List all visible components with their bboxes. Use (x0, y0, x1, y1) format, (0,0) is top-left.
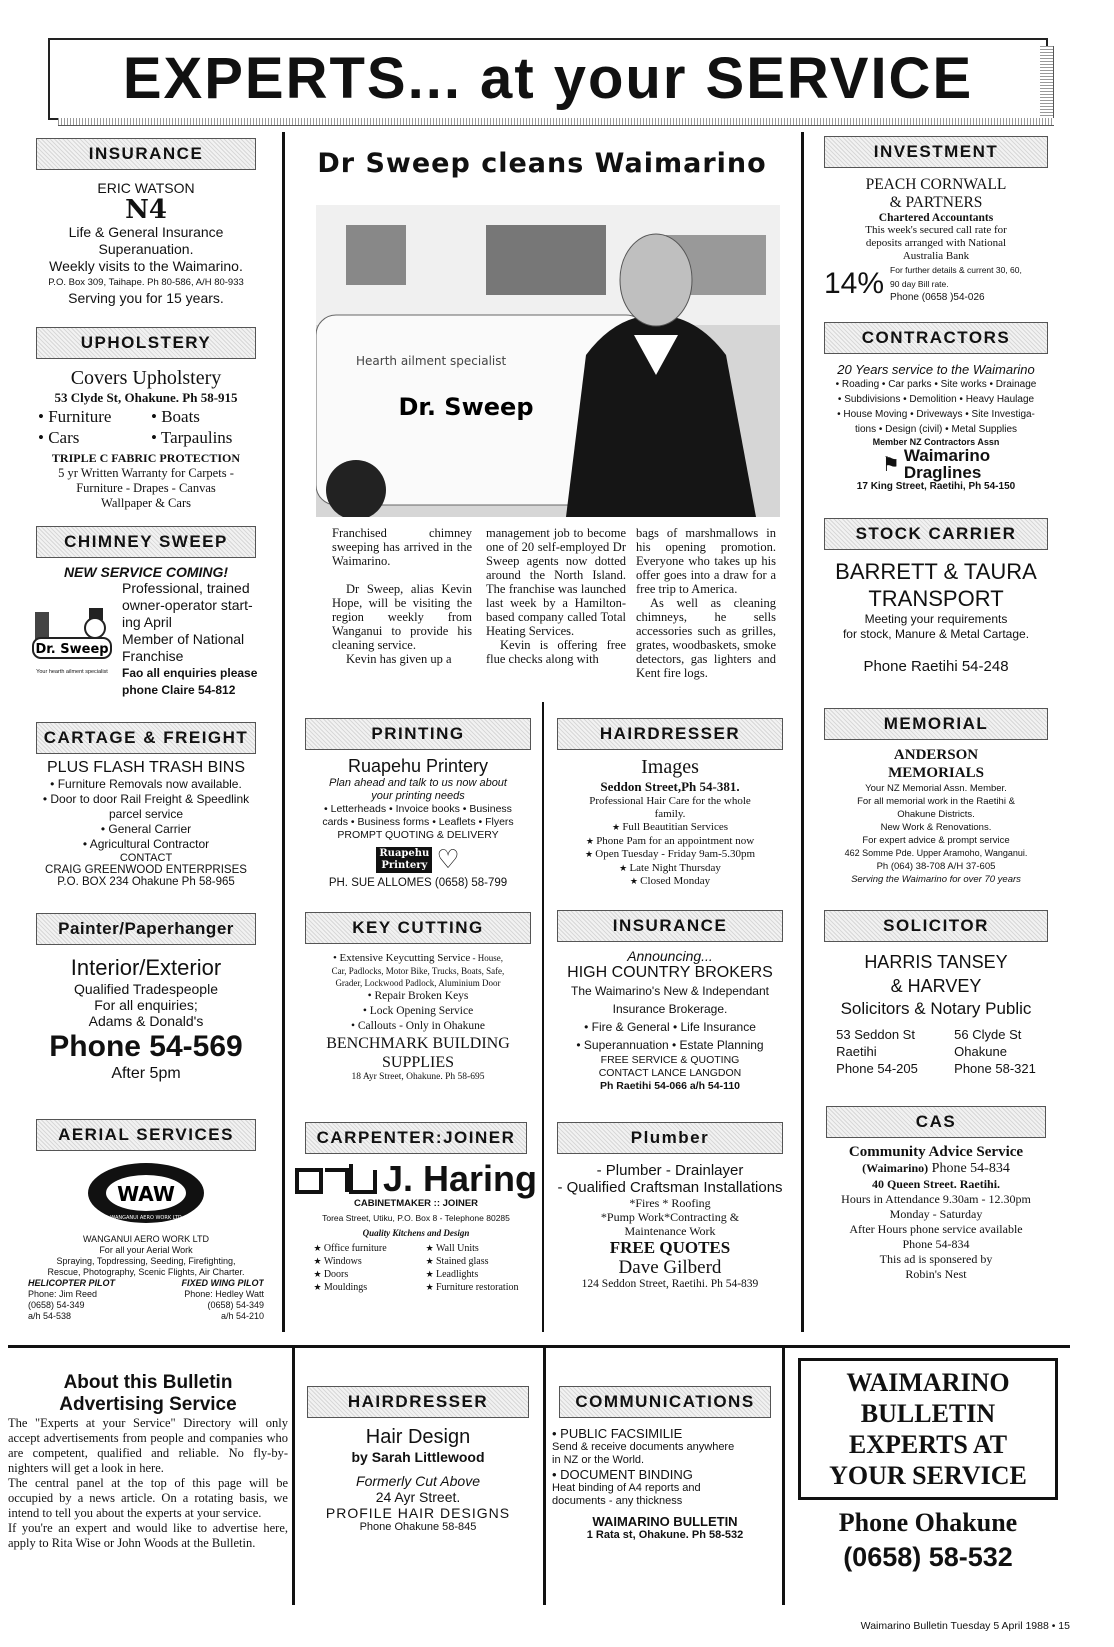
about-title: Advertising Service (59, 1394, 237, 1415)
section-heading: Plumber (557, 1122, 783, 1154)
logo-tagline: Your hearth ailment specialist (36, 669, 108, 675)
business-name: HIGH COUNTRY BROKERS (567, 964, 773, 981)
painter-phone: Phone 54-569 (49, 1030, 243, 1063)
cas-line: This ad is sponsered by (879, 1252, 993, 1266)
service-line: Serving you for 15 years. (68, 290, 224, 306)
plumber-line: *Fires * Roofing (629, 1196, 711, 1210)
draglines-logo: Waimarino Draglines (903, 446, 991, 482)
column-rule (782, 1345, 785, 1605)
warranty-line: Wallpaper & Cars (101, 496, 191, 510)
article-paragraph: bags of marshmallows in his opening promotion. Everyone who takes up his offer goes into a draw for a free trip to America. (636, 526, 776, 596)
column-rule (282, 132, 285, 1332)
carpenter-item: ★ Furniture restoration (426, 1281, 519, 1294)
service-line: Weekly visits to the Waimarino. (49, 258, 243, 274)
painter-ad (28, 913, 264, 1103)
section-rule (8, 1345, 296, 1348)
bulletin-ad (792, 1358, 1064, 1598)
desc: family. (654, 808, 686, 820)
section-heading: MEMORIAL (824, 708, 1048, 740)
section-heading: UPHOLSTERY (36, 327, 256, 359)
pilot-ah: a/h 54-210 (220, 1311, 264, 1321)
section-heading: KEY CUTTING (305, 912, 531, 944)
stock-phone: Phone Raetihi 54-248 (863, 658, 1009, 675)
cas-sub: (Waimarino) Phone 54-834 (862, 1161, 1010, 1176)
plumber-line: *Pump Work*Contracting & (600, 1210, 740, 1224)
cas-line: After Hours phone service available (849, 1222, 1023, 1236)
key-item: • Lock Opening Service (362, 1005, 474, 1017)
plumber-line: Maintenance Work (624, 1224, 716, 1238)
carpenter-item: ★ Windows (314, 1255, 387, 1268)
article-paragraph: Dr Sweep, alias Kevin Hope, will be visiting the region weekly from Wanganui to provide his cleaning service. (332, 582, 472, 652)
upholstery-item: • Boats (151, 407, 200, 426)
memorial-line: For all memorial work in the Raetihi & (857, 796, 1015, 807)
key-item: • Repair Broken Keys (367, 990, 469, 1002)
chimney-text: Member of National (122, 631, 245, 647)
dr-sweep-logo (29, 604, 115, 664)
cas-line: Monday - Saturday (889, 1207, 983, 1221)
memorial-line: Ohakune Districts. (897, 809, 975, 820)
business-name: HARRIS TANSEY (864, 952, 1008, 972)
cas-ad (812, 1106, 1060, 1334)
aerial-line: For all your Aerial Work (99, 1245, 193, 1255)
address: Seddon Street,Ph 54-381. (600, 779, 740, 794)
article-photo (316, 205, 780, 517)
business-name: TRANSPORT (868, 586, 1004, 611)
section-heading: INSURANCE (36, 138, 256, 170)
printing-ad (300, 718, 536, 910)
cartage-item: • General Carrier (100, 822, 192, 836)
sub-heading: Chartered Accountants (878, 212, 994, 224)
hair-service: ★ Open Tuesday - Friday 9am-5.30pm (552, 848, 788, 862)
printing-line: Plan ahead and talk to us now about (329, 777, 507, 789)
address: P.O. Box 309, Taihape. Ph 80-586, A/H 80-933 (48, 277, 244, 288)
business-name: WAIMARINO BULLETIN (592, 1514, 738, 1529)
memorial-line: New Work & Renovations. (880, 822, 992, 833)
hairdresser-images-ad (552, 718, 788, 902)
insurance-line: Insurance Brokerage. (612, 1002, 728, 1016)
bulletin-phone: Phone Ohakune (838, 1508, 1018, 1537)
contractors-ad (818, 322, 1054, 518)
solicitor-ad (818, 910, 1054, 1100)
carpenter-item: ★ Stained glass (426, 1255, 519, 1268)
hair-design-ad (300, 1386, 536, 1596)
investment-line: This week's secured call rate for (865, 224, 1007, 236)
aerial-ad (28, 1119, 264, 1339)
contractors-title: 20 Years service to the Waimarino (837, 362, 1035, 377)
investment-ad (818, 136, 1054, 318)
article-paragraph: Kevin has given up a (346, 652, 452, 666)
business-name: BARRETT & TAURA (835, 559, 1037, 584)
printing-phone: PH. SUE ALLOMES (0658) 58-799 (328, 877, 508, 889)
about-body: If you're an expert and would like to advertise here, apply to Rita Wise or John Woods at the Bulletin. (8, 1521, 288, 1550)
section-rule (296, 1345, 808, 1348)
address: 1 Rata st, Ohakune. Ph 58-532 (586, 1529, 744, 1541)
business-name: Dave Gilberd (618, 1257, 722, 1278)
insurance-line: Ph Raetihi 54-066 a/h 54-110 (599, 1080, 741, 1092)
painter-title: Interior/Exterior (70, 955, 222, 980)
announcing: Announcing... (627, 948, 713, 964)
address: 17 King Street, Raetihi, Ph 54-150 (856, 481, 1016, 492)
chimney-text: Franchise (122, 648, 184, 664)
cas-line: Phone 54-834 (902, 1237, 970, 1251)
photo-illustration (316, 205, 780, 517)
bulletin-box (798, 1358, 1058, 1500)
painter-line: Qualified Tradespeople (74, 981, 218, 997)
section-heading: Painter/Paperhanger (36, 913, 256, 945)
comms-line: • PUBLIC FACSIMILIE (552, 1426, 683, 1441)
column-rule (543, 1345, 546, 1605)
quality: Quality Kitchens and Design (362, 1228, 470, 1238)
member: Member NZ Contractors Assn (872, 437, 1000, 447)
comms-line: Send & receive documents anywhere (552, 1441, 735, 1453)
cartage-item: • Door to door Rail Freight & Speedlink parcel service (42, 792, 250, 821)
n4-logo: N4 (125, 195, 167, 225)
carpenter-ad (294, 1122, 538, 1332)
printing-line: cards • Business forms • Leaflets • Flyers (322, 816, 514, 828)
plumber-ad (552, 1122, 788, 1332)
flag-icon: ⚑ (881, 453, 900, 476)
office-line: Raetihi (836, 1044, 877, 1059)
hair-service: ★ Full Beautitian Services (552, 821, 788, 835)
business-name: & HARVEY (890, 976, 982, 996)
warranty-line: Furniture - Drapes - Canvas (76, 481, 216, 495)
business-name: Community Advice Service (848, 1144, 1024, 1160)
section-heading: PRINTING (305, 718, 531, 750)
bulletin-phone: (0658) 58-532 (843, 1542, 1013, 1572)
key-line: Grader, Lockwood Padlock, Aluminium Door (335, 978, 501, 988)
comms-line: in NZ or the World. (552, 1454, 645, 1466)
address: 53 Clyde St, Ohakune. Ph 58-915 (54, 390, 238, 405)
plumber-line: - Qualified Craftsman Installations (557, 1179, 783, 1196)
article-column (486, 526, 626, 666)
section-heading: INSURANCE (557, 910, 783, 942)
contractors-line: tions • Design (civil) • Metal Supplies (854, 424, 1018, 435)
carpenter-item: ★ Doors (314, 1268, 387, 1281)
waw-logo-text: WAW (117, 1182, 175, 1206)
section-heading: SOLICITOR (824, 910, 1048, 942)
upholstery-ad (28, 327, 264, 517)
painter-after: After 5pm (111, 1065, 181, 1082)
contractors-line: • House Moving • Driveways • Site Investiga- (837, 409, 1035, 420)
insurance-line: • Fire & General • Life Insurance (584, 1020, 756, 1034)
aerial-line: Spraying, Topdressing, Seeding, Firefighting, (56, 1256, 236, 1266)
business-name: BENCHMARK BUILDING (326, 1035, 510, 1052)
investment-line: deposits arranged with National (865, 237, 1007, 249)
aerial-company: WANGANUI AERO WORK LTD (82, 1234, 209, 1244)
column-rule (542, 702, 544, 1332)
key-line: • Extensive Keycutting Service - House, (332, 952, 504, 964)
key-line: Car, Padlocks, Motor Bike, Trucks, Boats, Safe, (331, 966, 505, 976)
address: Torea Street, Utiku, P.O. Box 8 - Telephone 80285 (322, 1213, 510, 1223)
comms-line: Heat binding of A4 reports and (552, 1482, 701, 1494)
key-cutting-ad (300, 912, 536, 1102)
fixed-wing-pilot: FIXED WING PILOT (181, 1278, 264, 1288)
page-title: EXPERTS... at your SERVICE (48, 38, 1048, 120)
printing-line: • Letterheads • Invoice books • Business (324, 803, 512, 815)
rate-line: For further details & current 30, 60, (890, 265, 1022, 275)
insurance-line: FREE SERVICE & QUOTING (600, 1054, 740, 1066)
warranty-line: 5 yr Written Warranty for Carpets - (58, 466, 234, 480)
address: 24 Ayr Street. (375, 1489, 461, 1505)
business-name: SUPPLIES (381, 1054, 455, 1071)
section-heading: INVESTMENT (824, 136, 1048, 168)
ruapehu-logo: Ruapehu Printery (376, 847, 432, 873)
article-paragraph: Kevin is offering free flue checks along with (486, 638, 626, 666)
chimney-text: ing April (122, 614, 172, 630)
upholstery-item: • Furniture (38, 407, 112, 426)
comms-line: • DOCUMENT BINDING (552, 1467, 693, 1482)
office-line: 53 Seddon St (836, 1027, 915, 1042)
article-paragraph: Franchised chimney sweeping has arrived in the Waimarino. (332, 526, 472, 568)
pilot-number: (0658) 54-349 (28, 1300, 85, 1310)
helicopter-pilot: HELICOPTER PILOT (28, 1278, 116, 1288)
haring-logo-mark (295, 1162, 377, 1196)
office-line: Phone 54-205 (836, 1061, 918, 1076)
sub-heading: Solicitors & Notary Public (840, 999, 1032, 1018)
cartage-item: • Furniture Removals now available. (50, 777, 242, 791)
chimney-text: Professional, trained (122, 580, 250, 596)
po-box: P.O. BOX 234 Ohakune Ph 58-965 (57, 876, 235, 888)
bulletin-line: EXPERTS AT (848, 1430, 1008, 1459)
printing-line: your printing needs (371, 790, 465, 802)
carpenter-item: ★ Leadlights (426, 1268, 519, 1281)
carpenter-item: ★ Office furniture (314, 1242, 387, 1255)
article-headline: Dr Sweep cleans Waimarino (317, 148, 767, 179)
aerial-line: Rescue, Photography, Scenic Flights, Air Charter. (47, 1267, 245, 1277)
painter-line: Adams & Donald's (88, 1013, 204, 1029)
memorial-line: For expert advice & prompt service (862, 835, 1010, 846)
formerly: Formerly Cut Above (356, 1473, 480, 1489)
business-name: & PARTNERS (889, 194, 983, 211)
page-footer: Waimarino Bulletin Tuesday 5 April 1988 • 15 (860, 1620, 1070, 1632)
article-column (636, 526, 776, 680)
stock-line: for stock, Manure & Metal Cartage. (842, 627, 1030, 641)
contractors-line: • Subdivisions • Demolition • Heavy Haulage (837, 394, 1035, 405)
memorial-line: Ph (064) 38-708 A/H 37-605 (876, 861, 996, 872)
section-heading: CARTAGE & FREIGHT (36, 722, 256, 754)
section-heading: CHIMNEY SWEEP (36, 526, 256, 558)
bulletin-line: YOUR SERVICE (829, 1461, 1027, 1490)
address: 40 Queen Street. Raetihi. (871, 1177, 1001, 1191)
plumber-line: - Plumber - Drainlayer (596, 1162, 744, 1179)
section-heading: CARPENTER:JOINER (305, 1122, 527, 1154)
pilot-phone: Phone: Jim Reed (28, 1289, 98, 1299)
cartage-ad (28, 722, 264, 910)
free-quotes: FREE QUOTES (609, 1238, 731, 1257)
van-logo-text: Dr. Sweep (398, 393, 534, 421)
pilot-ah: a/h 54-538 (28, 1311, 72, 1321)
title-shadow (1040, 46, 1054, 122)
new-service: NEW SERVICE COMING! (63, 564, 229, 580)
insurance-line: CONTACT LANCE LANGDON (598, 1067, 742, 1079)
about-title: About this Bulletin (63, 1372, 233, 1393)
dr-sweep-logo-text: Dr. Sweep (35, 642, 109, 657)
service-line: Life & General Insurance (68, 224, 224, 240)
upholstery-item: • Cars (38, 428, 80, 447)
bulletin-line: BULLETIN (860, 1399, 996, 1428)
address: 124 Seddon Street, Raetihi. Ph 54-839 (581, 1278, 759, 1290)
van-side-text: Hearth ailment specialist (356, 354, 507, 368)
memorial-line: 462 Somme Pde. Upper Aramoho, Wanganui. (844, 848, 1028, 858)
pilot-number: (0658) 54-349 (207, 1300, 264, 1310)
key-item: • Callouts - Only in Ohakune (350, 1020, 486, 1032)
memorial-ad (818, 708, 1054, 904)
insurance-line: • Superannuation • Estate Planning (576, 1038, 764, 1052)
column-rule (292, 1345, 295, 1605)
memorial-line: Your NZ Memorial Assn. Member. (865, 783, 1007, 794)
printing-line: PROMPT QUOTING & DELIVERY (337, 829, 499, 841)
section-heading: HAIRDRESSER (557, 718, 783, 750)
waw-logo (84, 1159, 208, 1229)
rate: 14% (824, 267, 885, 300)
hair-phone: Phone Ohakune 58-845 (359, 1521, 477, 1533)
protection: TRIPLE C FABRIC PROTECTION (51, 451, 241, 465)
business-name: Hair Design (365, 1426, 471, 1448)
communications-ad (552, 1386, 778, 1596)
section-heading: CONTRACTORS (824, 322, 1048, 354)
business-name: ANDERSON (893, 747, 979, 763)
article-paragraph: As well as cleaning chimneys, he sells accessories such as grilles, grates, woodbaskets, smoke detectors, gas lighters and Kent fire logs. (636, 596, 776, 680)
service-line: Superanuation. (98, 241, 194, 257)
insurance-brokers-ad (552, 910, 788, 1100)
article-paragraph: management job to become one of 20 self-employed Dr Sweep agents now dotted around the North Island. The franchise was launched last week by a Hamilton-based company called Total Heating Services. (486, 526, 626, 638)
hair-service: ★ Phone Pam for an appointment now (552, 835, 788, 849)
enquiries: Fao all enquiries please (122, 666, 258, 680)
business-name: Covers Upholstery (70, 367, 222, 389)
desc: Professional Hair Care for the whole (589, 795, 751, 807)
stock-line: Meeting your requirements (864, 612, 1008, 626)
contact-label: CONTACT (119, 852, 173, 864)
insurance-line: The Waimarino's New & Independant (571, 984, 769, 998)
about-body: The central panel at the top of this page will be occupied by a news article. On a rotating basis, we intend to tell you about the experts at your service. (8, 1476, 288, 1520)
cas-line: Robin's Nest (905, 1267, 967, 1281)
business-name: PEACH CORNWALL (865, 176, 1007, 193)
stock-carrier-ad (818, 518, 1054, 698)
hair-service: ★ Closed Monday (552, 875, 788, 889)
hair-service: ★ Late Night Thursday (552, 862, 788, 876)
profile-name: PROFILE HAIR DESIGNS (325, 1505, 511, 1521)
investment-line: Australia Bank (902, 250, 970, 262)
section-heading: AERIAL SERVICES (36, 1119, 256, 1151)
carpenter-item: ★ Mouldings (314, 1281, 387, 1294)
column-rule (801, 132, 804, 1332)
upholstery-item: • Tarpaulins (151, 428, 233, 447)
agent-name: ERIC WATSON (97, 180, 195, 196)
about-bulletin (8, 1372, 288, 1622)
cartage-item: • Agricultural Contractor (82, 837, 210, 851)
enquiries-phone: phone Claire 54-812 (122, 683, 236, 697)
memorial-line: Serving the Waimarino for over 70 years (851, 874, 1021, 885)
office-line: Phone 58-321 (954, 1061, 1036, 1076)
bulletin-line: WAIMARINO (846, 1368, 1010, 1397)
sub-heading: PLUS FLASH TRASH BINS (47, 759, 245, 776)
haring-logo: J. Haring (382, 1158, 538, 1199)
section-heading: CAS (826, 1106, 1046, 1138)
title-shadow (58, 118, 1054, 126)
hair-by: by Sarah Littlewood (351, 1449, 485, 1465)
comms-line: documents - any thickness (552, 1495, 683, 1507)
section-rule (808, 1345, 1070, 1348)
insurance-ad (28, 138, 264, 320)
business-name: Images (641, 756, 699, 778)
rate-line: 90 day Bill rate. (890, 279, 949, 289)
office-line: 56 Clyde St (954, 1027, 1022, 1042)
painter-line: For all enquiries; (94, 997, 198, 1013)
investment-phone: Phone (0658 )54-026 (890, 292, 985, 303)
section-heading: STOCK CARRIER (824, 518, 1048, 550)
carpenter-item: ★ Wall Units (426, 1242, 519, 1255)
about-body: The "Experts at your Service" Directory will only accept advertisements from people and companies who are competent, qualified and reliable. No fly-by-nighters will get a look in here. (8, 1416, 288, 1475)
office-line: Ohakune (954, 1044, 1007, 1059)
business-name: MEMORIALS (888, 765, 984, 781)
waw-logo-ring: WANGANUI AERO WORK LTD (110, 1215, 182, 1221)
company: CRAIG GREENWOOD ENTERPRISES (45, 864, 247, 876)
section-heading: HAIRDRESSER (307, 1386, 529, 1418)
heart-icon: ♡ (436, 844, 460, 874)
address: 18 Ayr Street, Ohakune. Ph 58-695 (351, 1072, 485, 1082)
section-heading: COMMUNICATIONS (559, 1386, 771, 1418)
contractors-line: • Roading • Car parks • Site works • Drainage (835, 379, 1037, 390)
chimney-text: owner-operator start- (122, 597, 253, 613)
article-column (332, 526, 472, 666)
carpenter-sub: CABINETMAKER :: JOINER (353, 1198, 479, 1209)
chimney-sweep-ad (28, 526, 264, 706)
pilot-phone: Phone: Hedley Watt (184, 1289, 264, 1299)
cas-line: Hours in Attendance 9.30am - 12.30pm (841, 1192, 1031, 1206)
business-name: Ruapehu Printery (347, 756, 489, 776)
